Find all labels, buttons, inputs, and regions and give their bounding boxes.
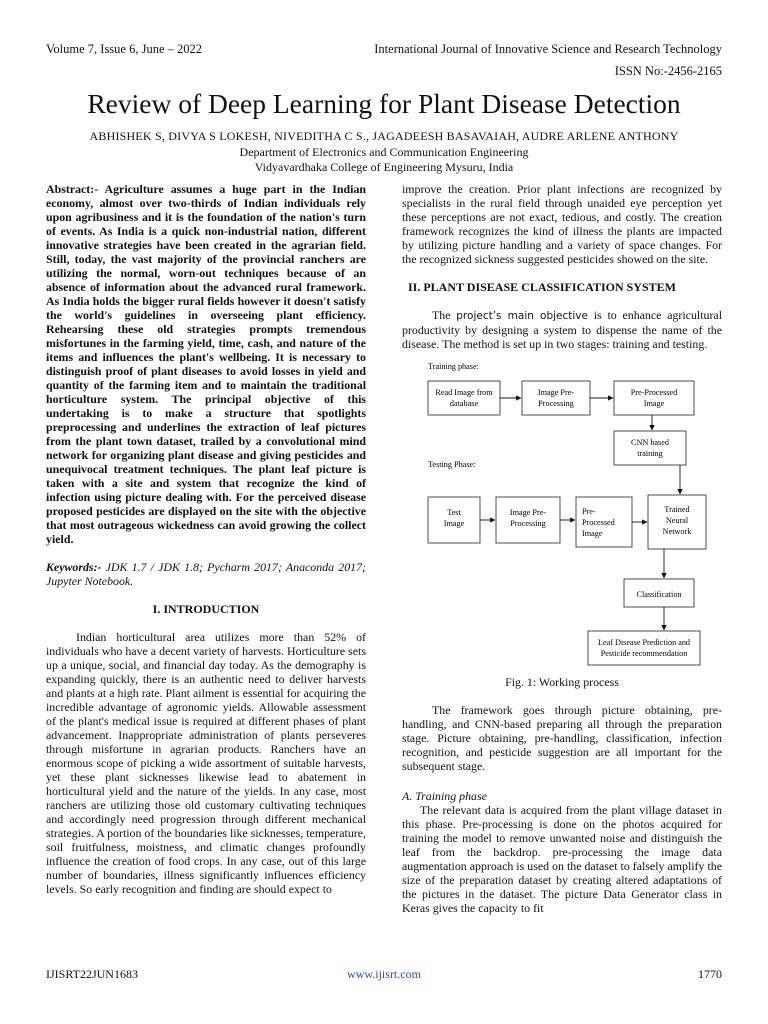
svg-text:database: database xyxy=(449,399,479,408)
svg-text:Image Pre-: Image Pre- xyxy=(509,508,547,517)
issn: ISSN No:-2456-2165 xyxy=(614,64,722,78)
svg-text:Test: Test xyxy=(447,508,461,517)
footer-website-link[interactable]: www.ijisrt.com xyxy=(347,967,421,981)
intro-heading: I. INTRODUCTION xyxy=(152,602,260,616)
section2-heading: II. PLANT DISEASE CLASSIFICATION SYSTEM xyxy=(408,280,676,294)
intro-continued-paragraph: improve the creation. Prior plant infections are recognized by specialists in the rural field through unaided eye perception yet these perceptions are not exact, tedious, and costly. The creation framework recognizes the kind of illness the plants are impacted by utilizing picture handling and a variety of space changes. For the recognized sickness suggested pesticides showed on the site. xyxy=(402,182,722,266)
svg-text:Processing: Processing xyxy=(538,399,574,408)
author-list: ABHISHEK S, DIVYA S LOKESH, NIVEDITHA C S., JAGADEESH BASAVAIAH, AUDRE ARLENE ANTHONY xyxy=(89,129,679,143)
left-column xyxy=(46,182,366,896)
intro-paragraph: Indian horticultural area utilizes more than 52% of individuals who have a decent variety of harvests. Horticulture sets up a unique, social, and financial day today. As the demography is expanding quickly, there is an authentic need to deliver harvests and plants at a high rate. Plant ailment is essential for acquiring the incredible advantage of agronomic yields. Allowable assessment of the plant's medical issue is required at different phases of plant advancement. Inappropriate administration of plants perseveres through misfortune in agrarian products. Ranchers have an enormous scope of picking a wide assortment of suitable harvests, yet these plant sicknesses likewise lead to abatement in horticultural yield and the nature of the yields. In any case, most ranchers are utilizing those old customary cultivating techniques and accordingly need progression through different mechanical strategies. A portion of the boundaries like sicknesses, temperature, soil fruitfulness, moistness, and climatic changes profoundly influence the creation of food crops. In any case, out of this large number of boundaries, illness significantly influences efficiency levels. So early recognition and finding are should expect to xyxy=(46,630,366,896)
box-classification xyxy=(624,579,694,607)
box-trained-network xyxy=(648,495,706,549)
abstract-label: Abstract:- xyxy=(46,182,99,196)
training-phase-paragraph: The relevant data is acquired from the plant village dataset in this phase. Pre-processing is done on the photos acquired for training the model to remove unwanted noise and distinguish the leaf from the backdrop. pre-processing the image data augmentation approach is used on the dataset to falsely amplify the size of the preparation dataset by creating altered adaptations of the pictures in the dataset. The picture Data Generator class in Keras gives the capacity to fit xyxy=(402,803,722,915)
box-preprocessing-train xyxy=(522,381,590,415)
box-preprocessed-test xyxy=(576,497,632,547)
box-read-image xyxy=(428,381,500,415)
svg-text:Classification: Classification xyxy=(636,590,682,599)
svg-text:Leaf Disease Prediction and: Leaf Disease Prediction and xyxy=(597,638,691,647)
monospace-phrase: project’s main objective xyxy=(456,310,588,322)
footer-page-number: 1770 xyxy=(698,967,722,981)
running-header-journal: International Journal of Innovative Science and Research Technology xyxy=(374,42,722,56)
section2-paragraph: The project’s main objective is to enhance agricultural productivity by designing a system to dispense the name of the disease. The method is set up in two stages: training and testing. xyxy=(402,308,723,351)
paper-title: Review of Deep Learning for Plant Disease Detection xyxy=(87,88,681,119)
training-phase-label: Training phase: xyxy=(428,362,479,371)
svg-text:Trained: Trained xyxy=(664,505,690,514)
svg-text:CNN based: CNN based xyxy=(631,438,669,447)
keywords xyxy=(46,560,366,588)
keywords-text: JDK 1.7 / JDK 1.8; Pycharm 2017; Anaconda 2017; Jupyter Notebook. xyxy=(46,560,366,588)
affiliation-department: Department of Electronics and Communication Engineering xyxy=(239,145,529,159)
box-preprocessing-test xyxy=(496,497,560,543)
affiliation-college: Vidyavardhaka College of Engineering Mysuru, India xyxy=(254,160,514,174)
figure-caption: Fig. 1: Working process xyxy=(505,675,619,689)
keywords-label: Keywords:- xyxy=(46,560,102,574)
footer-paper-id: IJISRT22JUN1683 xyxy=(46,967,138,981)
svg-text:Pre-Processed: Pre-Processed xyxy=(630,388,678,397)
box-preprocessed-image xyxy=(614,381,694,415)
box-test-image xyxy=(428,497,480,543)
working-process-figure xyxy=(402,357,722,667)
right-column xyxy=(402,182,722,915)
process-paragraph: The framework goes through picture obtaining, pre-handling, and CNN-based preparing all through the preparation stage. Picture obtaining, pre-handling, classification, infection recognition, and pesticide suggestion are all important for the subsequent stage. xyxy=(402,703,722,773)
svg-text:Pesticide recommendation: Pesticide recommendation xyxy=(600,649,688,658)
subsection-a-heading: A. Training phase xyxy=(402,789,487,803)
running-header-volume: Volume 7, Issue 6, June – 2022 xyxy=(46,42,203,56)
abstract xyxy=(46,182,366,546)
testing-phase-label: Testing Phase: xyxy=(428,460,476,469)
box-prediction xyxy=(588,631,700,665)
svg-text:Image Pre-: Image Pre- xyxy=(537,388,575,397)
svg-text:Image: Image xyxy=(443,519,465,528)
svg-text:Image: Image xyxy=(582,529,603,538)
flow-diagram xyxy=(402,357,722,667)
svg-text:Processing: Processing xyxy=(510,519,546,528)
svg-text:Neural: Neural xyxy=(665,516,689,525)
svg-text:Image: Image xyxy=(643,399,665,408)
box-cnn-training xyxy=(614,431,686,465)
abstract-text: Agriculture assumes a huge part in the Indian economy, almost over two-thirds of Indian individuals rely upon agribusiness and it is the foundation of the nation's turn of events. As India is a quick non-industrial nation, different innovative strategies have been created in the agrarian field. Still, today, the vast majority of the provincial ranchers are utilizing the normal, worn-out techniques because of an absence of information about the advanced rural framework. As India holds the bigger rural fields however it doesn't satisfy the world's guidelines in overseeing plant efficiency. Rehearsing these old strategies prompts tremendous misfortunes in the farming yield, time, cash, and nature of the items and influences the plant's wellbeing. It is necessary to distinguish proof of plant diseases to avoid losses in yield and quantity of the farming item and to maintain the traditional horticulture system. The principal objective of this undertaking is to make a structure that spotlights preprocessing and underlines the extraction of leaf pictures from the plant town dataset, trailed by a convolutional mind network for organizing plant disease and giving pesticides and unequivocal treatment techniques. The plant leaf picture is taken with a site and system that recognize the kind of infection using picture dealing with. For the perceived disease proposed pesticides are displayed on the site with the objective that most outrageous wickedness can avoid growing the collect yield. xyxy=(46,182,366,546)
svg-text:Read Image from: Read Image from xyxy=(435,388,493,397)
svg-text:training: training xyxy=(637,449,663,458)
svg-text:Network: Network xyxy=(662,527,692,536)
svg-text:Processed: Processed xyxy=(582,518,615,527)
svg-text:Pre-: Pre- xyxy=(582,507,596,516)
